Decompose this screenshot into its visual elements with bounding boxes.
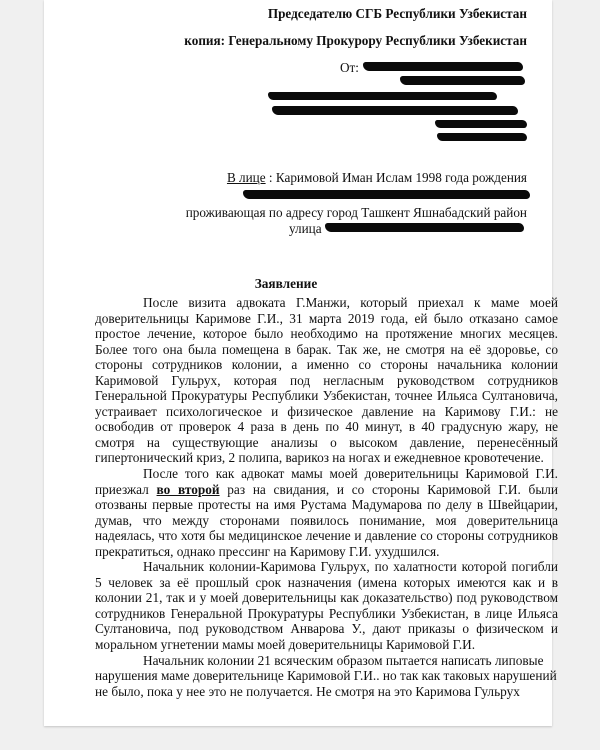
address-line: проживающая по адресу город Ташкент Яшнабадский район — [185, 205, 527, 220]
paragraph-3: Начальник колонии-Каримова Гульрух, по халатности которой погибли 5 человек за её прошлый срок назначения (имена которых имеются как и в колонии 21, так и у моей доверительницы как доказательство) под руководством сотрудников Генеральной Прокуратуры Республики Узбекистан, в лице Ильяса Султановича, под руководством Анварова У., дают приказы о физическом и моральном угнетении мамы моей доверительницы Каримовой Г.И. — [95, 559, 558, 653]
paragraph-2: После того как адвокат мамы моей доверительницы Каримовой Г.И. приезжал во второй раз на свидания, и со стороны Каримовой Г.И. были отозваны первые протесты на имя Рустама Мадумарова по делу в Швейцарии, думав, что между сторонами появилось понимание, моя доверительница надеялась, что хотя бы медицинское лечение и давление со стороны сотрудников прекратиться, однако прессинг на Каримову Г.И. ухудшился. — [95, 466, 559, 559]
street-label: улица — [289, 221, 322, 236]
paragraph-4: Начальник колонии 21 всяческим образом пытается написать липовые нарушения маме доверительнице Каримовой Г.И.. но так как таковых нарушений не было, пока у нее это не получается. Не смотря на это Каримова Гульрух — [95, 652, 557, 699]
redaction-line-2 — [400, 76, 525, 85]
redaction-applicant-detail — [243, 190, 530, 199]
redaction-line-6 — [437, 133, 527, 141]
redaction-from-name — [363, 62, 523, 71]
redaction-line-4 — [272, 106, 518, 115]
redaction-street — [325, 223, 524, 232]
document-body — [95, 295, 558, 699]
copy-line: копия: Генеральному Прокурору Республики Узбекистан — [184, 33, 527, 48]
document-title: Заявление — [254, 276, 318, 291]
redaction-line-3 — [268, 92, 497, 100]
redaction-line-5 — [435, 120, 527, 128]
from-label: От: — [340, 60, 359, 75]
document-page — [44, 0, 559, 726]
in-person-text: : Каримовой Иман Ислам 1998 года рождения — [265, 170, 527, 185]
emphasis-second-time: во второй — [156, 481, 220, 497]
in-person-line — [227, 170, 527, 185]
addressee-line: Председателю СГБ Республики Узбекистан — [267, 6, 527, 21]
paragraph-1: После визита адвоката Г.Манжи, который приехал к маме моей доверительницы Каримове Г.И., 31 марта 2019 года, ей было отказано самое простое лечение, которое было необходимо на протяжение многих месяцев. Более того она была помещена в барак. Так же, не смотря на её здоровье, со стороны сотрудников колонии, а именно со стороны начальника колонии Каримовой Гульрух, которая под негласным руководством сотрудников Генеральной Прокуратуры Республики Узбекистан, точнее Ильяса Султановича, устраивает психологическое и физическое давление на Каримову Г.И.: не освободив от проверок 4 раза в день по 40 минут, в 40 градусную жару, не смотря на существующие анализы о высоком давление, перенесённый гипертонический криз, 2 полипа, варикоз на ногах и ежедневное кровотечение. — [95, 295, 558, 466]
in-person-label: В лице — [226, 170, 266, 185]
